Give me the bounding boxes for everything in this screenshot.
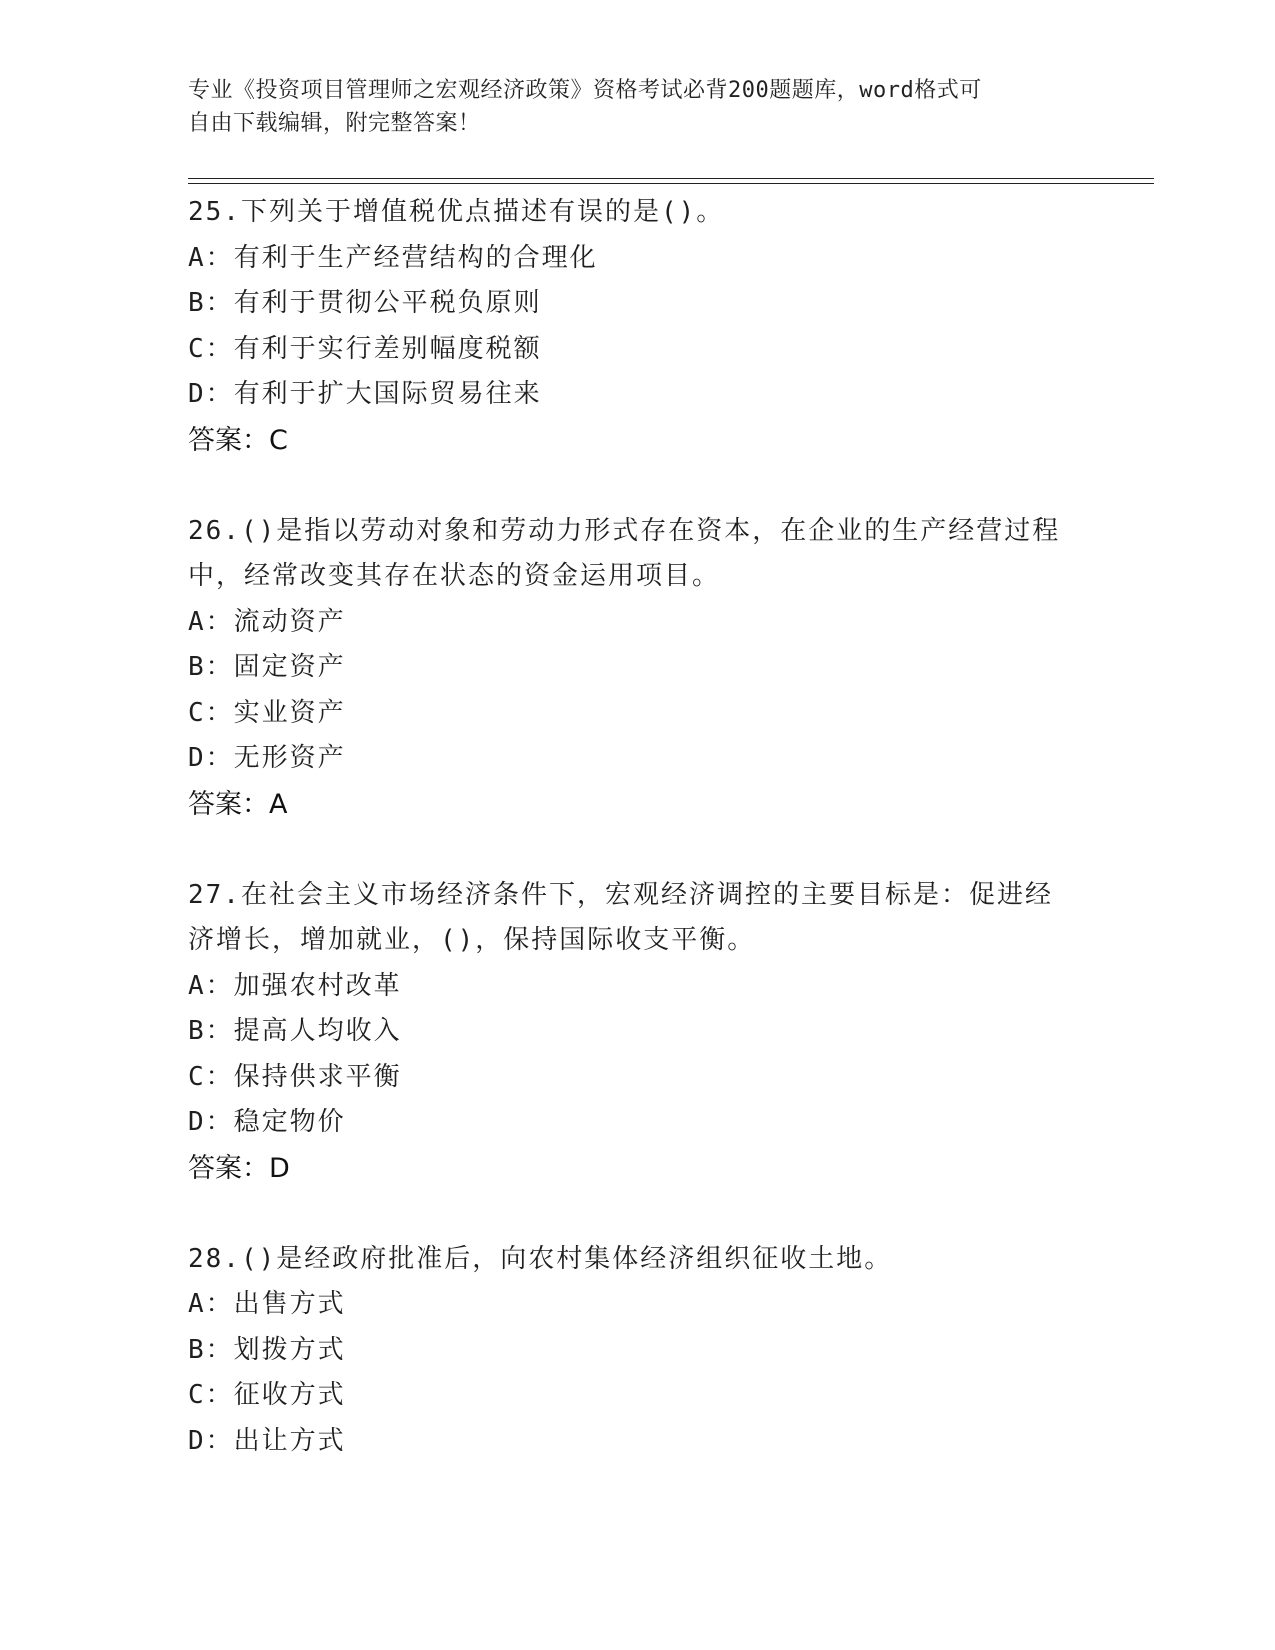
question-list: [188, 190, 1088, 1464]
option-c: C：有利于实行差别幅度税额: [188, 333, 542, 364]
option-b: B：有利于贯彻公平税负原则: [188, 288, 542, 318]
option-a: A：出售方式: [188, 1289, 346, 1319]
option-c: C：征收方式: [188, 1380, 346, 1410]
option-d: D：有利于扩大国际贸易往来: [188, 379, 542, 409]
option-a: A：加强农村改革: [188, 970, 402, 1001]
document-header: [188, 74, 1068, 140]
question-text: 26.()是指以劳动对象和劳动力形式存在资本，在企业的生产经营过程: [188, 515, 1061, 546]
question-spacer: [188, 1191, 1088, 1237]
header-line-1: 专业《投资项目管理师之宏观经济政策》资格考试必背200题题库，word格式可: [188, 78, 982, 103]
option-d: D：出让方式: [188, 1425, 346, 1456]
question-text-continued: 济增长，增加就业，()，保持国际收支平衡。: [188, 925, 756, 955]
header-divider-bottom: [188, 183, 1154, 184]
option-d: D：无形资产: [188, 743, 346, 773]
question-26: [188, 509, 1088, 828]
option-d: D：稳定物价: [188, 1107, 346, 1137]
option-b: B：划拨方式: [188, 1334, 346, 1365]
question-text: 27.在社会主义市场经济条件下，宏观经济调控的主要目标是：促进经: [188, 879, 1053, 910]
question-25: [188, 190, 1088, 463]
question-27: [188, 873, 1088, 1192]
option-c: C：实业资产: [188, 697, 346, 728]
option-c: C：保持供求平衡: [188, 1061, 402, 1092]
header-divider-top: [188, 178, 1154, 179]
option-b: B：提高人均收入: [188, 1016, 402, 1046]
option-a: A：流动资产: [188, 606, 346, 637]
answer-line: 答案：D: [188, 1152, 290, 1184]
option-a: A：有利于生产经营结构的合理化: [188, 242, 598, 273]
header-line-2: 自由下载编辑，附完整答案！: [188, 111, 481, 136]
question-spacer: [188, 463, 1088, 509]
answer-line: 答案：C: [188, 424, 288, 456]
option-b: B：固定资产: [188, 652, 346, 682]
question-text: 28.()是经政府批准后，向农村集体经济组织征收土地。: [188, 1243, 893, 1274]
question-text: 25.下列关于增值税优点描述有误的是()。: [188, 197, 725, 227]
question-text-continued: 中，经常改变其存在状态的资金运用项目。: [188, 561, 721, 591]
question-spacer: [188, 827, 1088, 873]
question-28: [188, 1237, 1088, 1465]
answer-line: 答案：A: [188, 788, 288, 820]
